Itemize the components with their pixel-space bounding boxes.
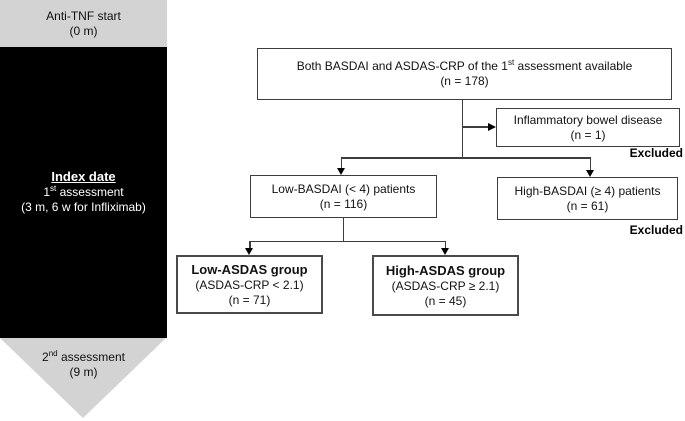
low-asdas-criteria: (ASDAS-CRP < 2.1) [195, 277, 304, 292]
arrowhead-ibd-icon [488, 123, 496, 131]
excluded-label-ibd: Excluded [629, 146, 683, 160]
high-basdai-count: (n = 61) [566, 198, 609, 213]
timeline-end-block [0, 350, 167, 380]
assessment-available-line1: Both BASDAI and ASDAS-CRP of the 1st assessment available [296, 58, 633, 73]
low-basdai-label: Low-BASDAI (< 4) patients [271, 181, 416, 196]
arrowhead-low-asdas-icon [245, 248, 253, 255]
high-asdas-criteria: (ASDAS-CRP ≥ 2.1) [391, 278, 500, 293]
ibd-exclusion-box [496, 108, 680, 147]
low-basdai-box [250, 175, 437, 218]
low-asdas-box [176, 255, 323, 314]
low-basdai-count: (n = 116) [319, 196, 368, 211]
arrowhead-high-asdas-icon [441, 248, 449, 255]
timeline-start-time: (0 m) [69, 23, 98, 38]
low-asdas-title: Low-ASDAS group [191, 261, 308, 277]
timeline-start-box [0, 0, 167, 47]
arrowhead-low-basdai-icon [337, 168, 345, 175]
high-basdai-label: High-BASDAI (≥ 4) patients [514, 183, 661, 198]
timeline-index-title: Index date [51, 169, 116, 184]
connector-asdas-vertical [343, 218, 345, 242]
timeline-start-label: Anti-TNF start [46, 8, 121, 23]
connector-ibd-horizontal [462, 126, 489, 128]
excluded-label-high-basdai: Excluded [629, 223, 683, 237]
connector-asdas-split [249, 241, 446, 243]
high-asdas-box [372, 255, 519, 316]
ibd-exclusion-count: (n = 1) [570, 127, 606, 142]
low-asdas-count: (n = 71) [228, 292, 271, 307]
timeline-index-detail: (3 m, 6 w for Infliximab) [21, 200, 146, 214]
assessment-available-box [257, 48, 672, 100]
high-asdas-count: (n = 45) [424, 293, 467, 308]
connector-basdai-split [341, 157, 591, 159]
arrowhead-high-basdai-icon [586, 170, 594, 177]
connector-high-basdai-stub [590, 157, 592, 171]
timeline-end-time: (9 m) [69, 365, 98, 379]
assessment-available-count: (n = 178) [440, 74, 489, 88]
connector-top-vertical [462, 100, 464, 158]
timeline-index-assessment: 1st assessment [43, 184, 124, 199]
timeline-end-assessment: 2nd assessment [42, 349, 125, 364]
high-basdai-box [497, 177, 678, 220]
high-asdas-title: High-ASDAS group [385, 262, 506, 278]
ibd-exclusion-label: Inflammatory bowel disease [513, 112, 663, 127]
timeline-index-block [0, 168, 167, 215]
